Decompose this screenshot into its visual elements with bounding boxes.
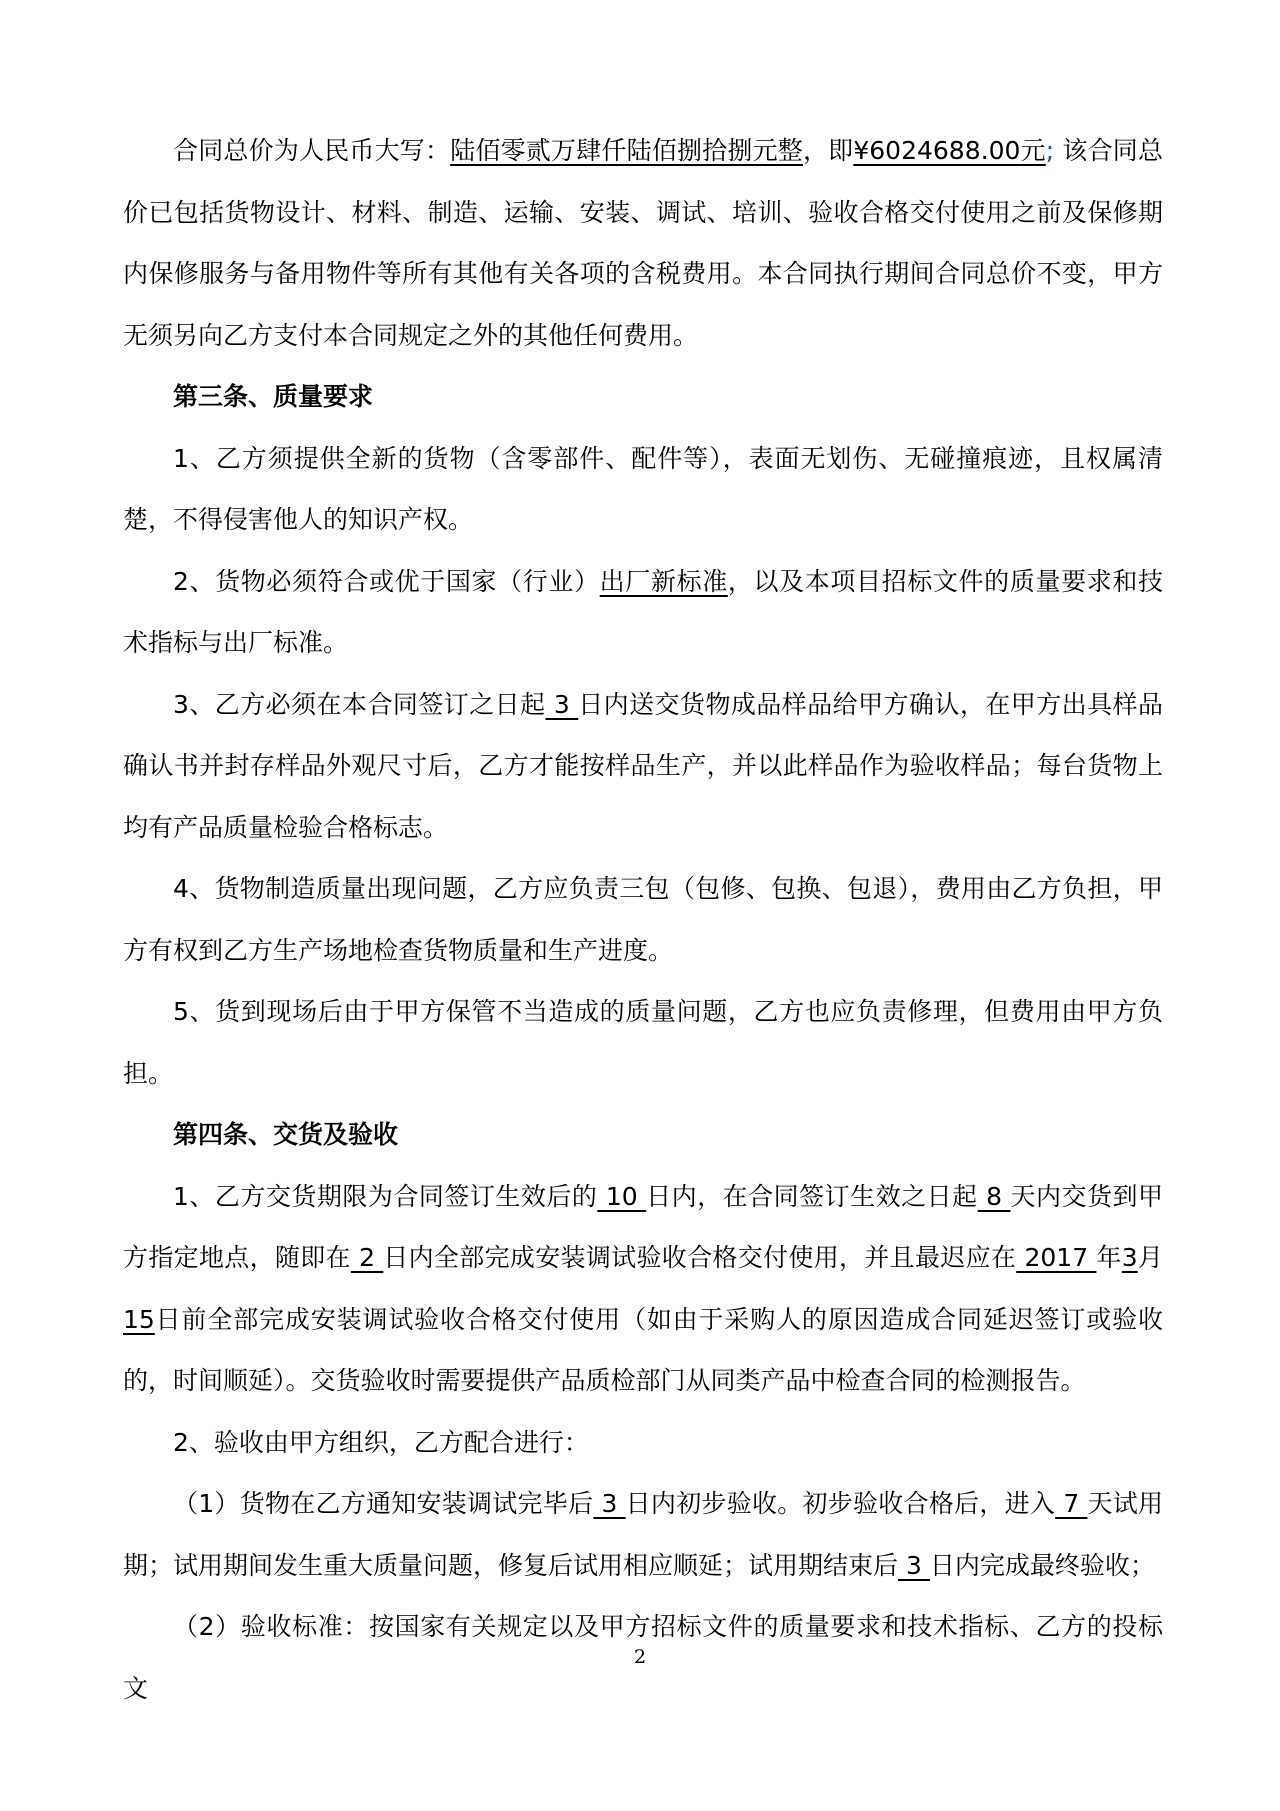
text: 3、乙方必须在本合同签订之日起: [173, 689, 546, 719]
delivery-clause-2: 2、验收由甲方组织，乙方配合进行：: [173, 1427, 589, 1457]
delivery-clause-1: [123, 1166, 1163, 1412]
text: 合同总价为人民币大写：: [173, 136, 451, 165]
section-heading-quality: 第三条、质量要求: [173, 382, 374, 411]
quality-clause-2: [123, 551, 1163, 674]
quality-clause-4: 4、货物制造质量出现问题，乙方应负责三包（包修、包换、包退），费用由乙方负担，甲方有权到乙方生产场地检查货物质量和生产进度。: [123, 874, 1163, 965]
page-number: 2: [633, 1646, 647, 1668]
quality-clause-5: 5、货到现场后由于甲方保管不当造成的质量问题，乙方也应负责修理，但费用由甲方负担。: [123, 997, 1163, 1088]
deadline-month: 3: [1121, 1243, 1138, 1272]
price-in-words: 陆佰零贰万肆仟陆佰捌拾捌元整: [450, 136, 803, 165]
text: 日内全部完成安装调试验收合格交付使用，并且最迟应在: [383, 1243, 1017, 1272]
acceptance-item-2: （2）验收标准：按国家有关规定以及甲方招标文件的质量要求和技术指标、乙方的投标文: [123, 1612, 1163, 1703]
text: 天试用期；试用期间发生重大质量问题，修复后试用相应顺延；试用期结束后: [123, 1489, 1163, 1580]
text: 日内完成最终验收；: [929, 1550, 1155, 1580]
delivery-days: 10: [597, 1181, 647, 1211]
section-heading-delivery: 第四条、交货及验收: [173, 1120, 399, 1149]
text: 日内，在合同签订生效之日起: [646, 1181, 978, 1211]
install-days: 2: [350, 1243, 384, 1272]
trial-days: 7: [1055, 1489, 1088, 1518]
text: 该合同总价已包括货物设计、材料、制造、运输、安装、调试、培训、验收合格交付使用之前及保修期内保修服务与备用物件等所有其他有关各项的含税费用。本合同执行期间合同总价不变，甲方无须另向乙方支付本合同规定之外的其他任何费用。: [123, 136, 1163, 350]
acceptance-item-1: [123, 1473, 1163, 1596]
final-acceptance-days: 3: [898, 1550, 930, 1580]
text: 2、货物必须符合或优于国家（行业）: [173, 566, 600, 596]
document-body: [123, 120, 1163, 1719]
text: 元: [1020, 136, 1046, 165]
quality-clause-1: 1、乙方须提供全新的货物（含零部件、配件等），表面无划伤、无碰撞痕迹，且权属清楚，不得侵害他人的知识产权。: [123, 443, 1163, 534]
text: ，以及本项目招标文件的质量要求和技术指标与出厂标准。: [123, 566, 1163, 657]
deadline-day: 15: [123, 1304, 155, 1334]
text: 月: [1137, 1243, 1163, 1272]
initial-acceptance-days: 3: [593, 1489, 626, 1518]
text: ;: [1045, 136, 1055, 165]
quality-clause-3: [123, 674, 1163, 859]
contract-price-paragraph: [123, 120, 1163, 366]
arrival-days: 8: [977, 1181, 1011, 1211]
standard-name: 出厂新标准: [599, 566, 728, 596]
text: ，即: [802, 136, 854, 165]
text: 天内交货到甲方指定地点，随即在: [123, 1181, 1163, 1272]
text: 年: [1096, 1243, 1122, 1272]
text: 日前全部完成安装调试验收合格交付使用（如由于采购人的原因造成合同延迟签订或验收的，时间顺延）。交货验收时需要提供产品质检部门从同类产品中检查合同的检测报告。: [123, 1304, 1163, 1395]
text: 日内送交货物成品样品给甲方确认，在甲方出具样品确认书并封存样品外观尺寸后，乙方才能按样品生产，并以此样品作为验收样品；每台货物上均有产品质量检验合格标志。: [123, 689, 1163, 842]
text: （1）货物在乙方通知安装调试完毕后: [173, 1489, 594, 1518]
deadline-year: 2017: [1016, 1243, 1097, 1272]
price-in-figures: ¥6024688.00: [853, 136, 1021, 165]
text: 1、乙方交货期限为合同签订生效后的: [173, 1181, 598, 1211]
sample-days: 3: [545, 689, 579, 719]
text: 日内初步验收。初步验收合格后，进入: [625, 1489, 1056, 1518]
